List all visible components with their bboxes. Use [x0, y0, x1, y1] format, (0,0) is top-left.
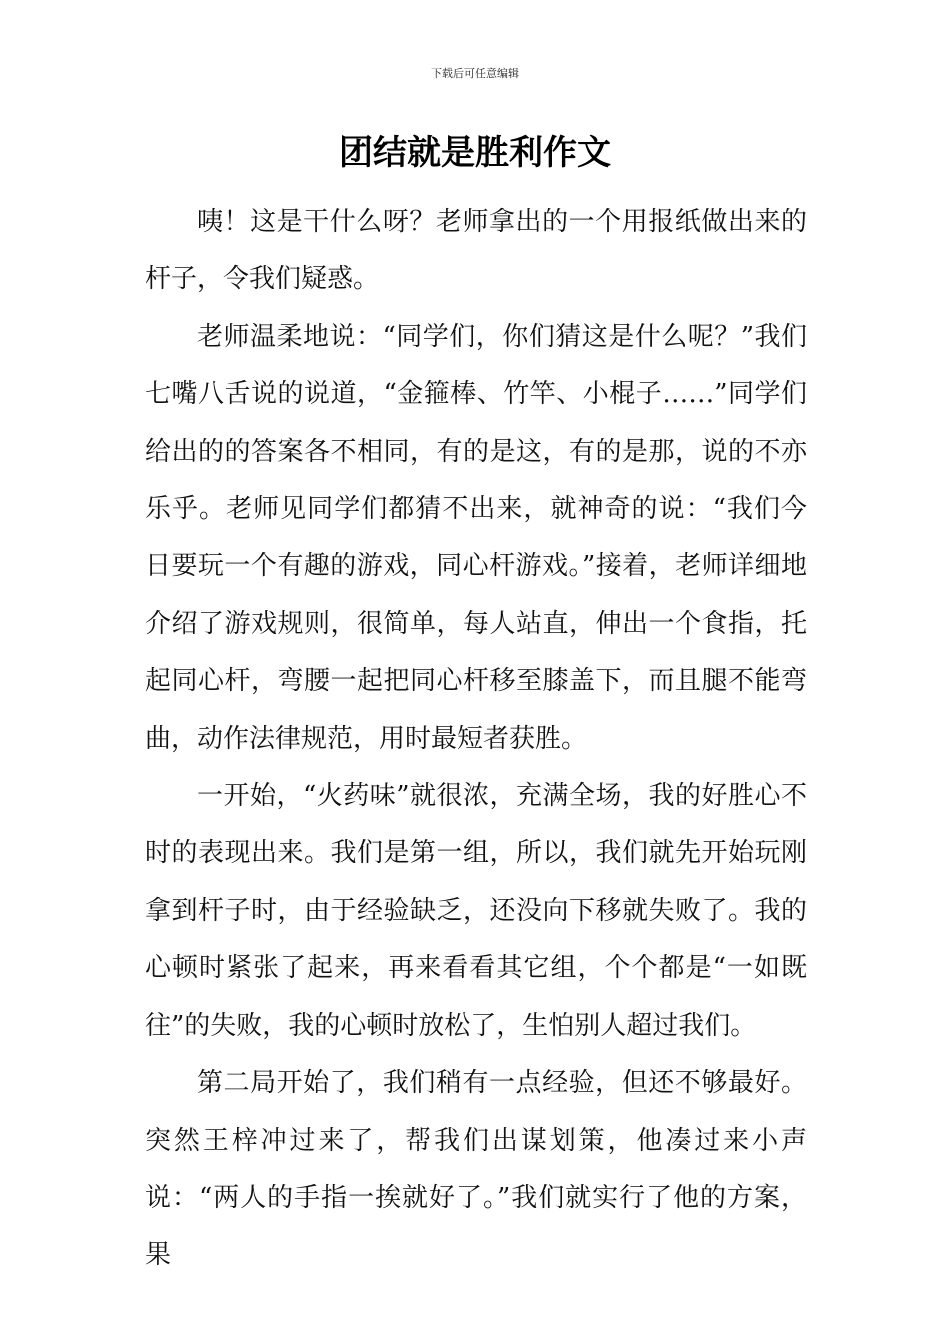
paragraph: 老师温柔地说：“同学们，你们猜这是什么呢？”我们七嘴八舌说的说道，“金箍棒、竹竿、小棍子……”同学们给出的的答案各不相同，有的是这，有的是那，说的不亦乐乎。老师见同学们都猜不出来，就神奇的说：“我们今日要玩一个有趣的游戏，同心杆游戏。”接着，老师详细地介绍了游戏规则，很简单，每人站直，伸出一个食指，托起同心杆，弯腰一起把同心杆移至膝盖下，而且腿不能弯曲，动作法律规范，用时最短者获胜。: [145, 321, 807, 754]
article-body: [145, 194, 807, 1285]
paragraph: 第二局开始了，我们稍有一点经验，但还不够最好。突然王梓冲过来了，帮我们出谋划策，他凑过来小声说：“两人的手指一挨就好了。”我们就实行了他的方案，果: [145, 1068, 807, 1271]
paragraph: 一开始，“火药味”就很浓，充满全场，我的好胜心不时的表现出来。我们是第一组，所以，我们就先开始玩刚拿到杆子时，由于经验缺乏，还没向下移就失败了。我的心顿时紧张了起来，再来看看其它组，个个都是“一如既往”的失败，我的心顿时放松了，生怕别人超过我们。: [145, 781, 807, 1041]
paragraph: 咦！这是干什么呀？老师拿出的一个用报纸做出来的杆子，令我们疑惑。: [145, 207, 807, 295]
header-note: 下载后可任意编辑: [431, 67, 519, 80]
document-title: 团结就是胜利作文: [339, 133, 611, 173]
